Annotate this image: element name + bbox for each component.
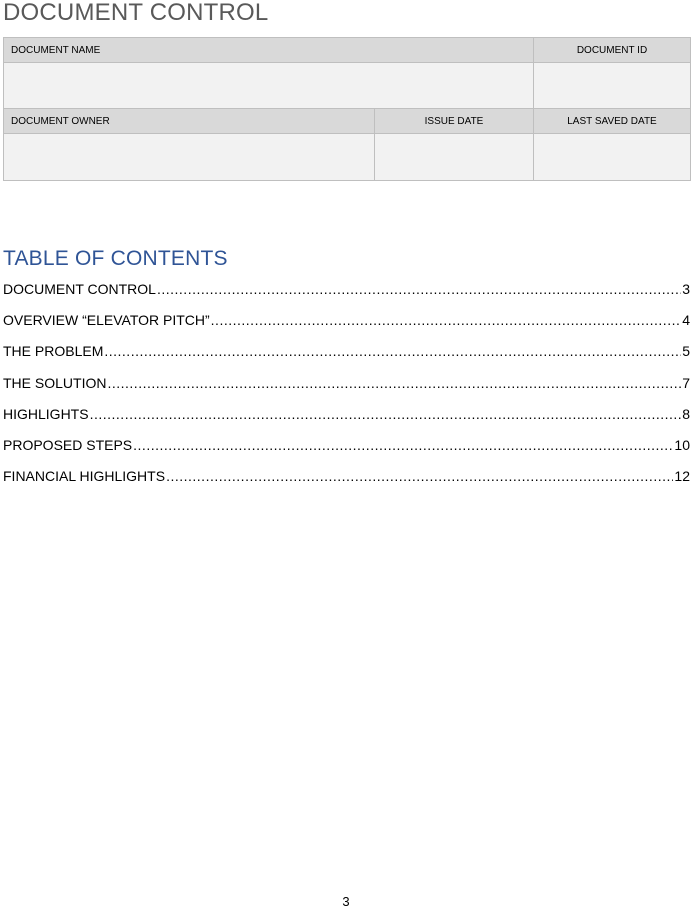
toc-entry-page: 3 [682, 281, 690, 297]
table-value-row [4, 63, 691, 110]
issue-date-header: ISSUE DATE [375, 109, 534, 134]
toc-entry-document-control[interactable] [3, 281, 690, 312]
document-control-table-bottom [3, 108, 691, 181]
toc-entry-the-solution[interactable] [3, 375, 690, 406]
toc-dot-leader [211, 312, 682, 328]
toc-entry-overview[interactable] [3, 312, 690, 343]
toc-entry-proposed-steps[interactable] [3, 437, 690, 468]
page-number: 3 [342, 894, 350, 909]
document-owner-cell[interactable] [4, 134, 375, 181]
table-header-row [4, 109, 691, 134]
table-of-contents-list [3, 281, 690, 499]
issue-date-cell[interactable] [375, 134, 534, 181]
document-id-header: DOCUMENT ID [534, 38, 691, 63]
document-control-title: DOCUMENT CONTROL [3, 0, 269, 26]
document-control-table-top [3, 37, 691, 110]
document-name-header: DOCUMENT NAME [4, 38, 534, 63]
toc-entry-page: 12 [674, 468, 690, 485]
toc-entry-label: FINANCIAL HIGHLIGHTS [3, 468, 166, 485]
toc-dot-leader [107, 375, 681, 391]
last-saved-date-cell[interactable] [534, 134, 691, 181]
document-name-cell[interactable] [4, 63, 534, 110]
toc-entry-label: HIGHLIGHTS [3, 405, 89, 422]
toc-entry-highlights[interactable] [3, 406, 690, 437]
toc-dot-leader [133, 437, 673, 453]
toc-entry-page: 4 [682, 312, 690, 329]
toc-entry-the-problem[interactable] [3, 343, 690, 374]
last-saved-date-header: LAST SAVED DATE [534, 109, 691, 134]
toc-entry-page: 10 [674, 436, 690, 453]
table-value-row [4, 134, 691, 181]
toc-entry-page: 7 [682, 374, 690, 391]
toc-dot-leader [166, 468, 673, 484]
toc-entry-label: THE SOLUTION [3, 374, 107, 391]
toc-entry-label: DOCUMENT CONTROL [3, 281, 156, 297]
toc-entry-label: OVERVIEW “ELEVATOR PITCH” [3, 312, 210, 329]
toc-entry-label: PROPOSED STEPS [3, 436, 133, 453]
table-of-contents-title: TABLE OF CONTENTS [3, 247, 228, 270]
document-owner-header: DOCUMENT OWNER [4, 109, 375, 134]
toc-entry-label: THE PROBLEM [3, 343, 104, 360]
toc-entry-page: 8 [682, 405, 690, 422]
toc-entry-financial-highlights[interactable] [3, 468, 690, 499]
toc-dot-leader [104, 343, 681, 359]
toc-dot-leader [157, 281, 681, 297]
document-id-cell[interactable] [534, 63, 691, 110]
toc-entry-page: 5 [682, 343, 690, 360]
toc-dot-leader [90, 406, 682, 422]
table-header-row [4, 38, 691, 63]
